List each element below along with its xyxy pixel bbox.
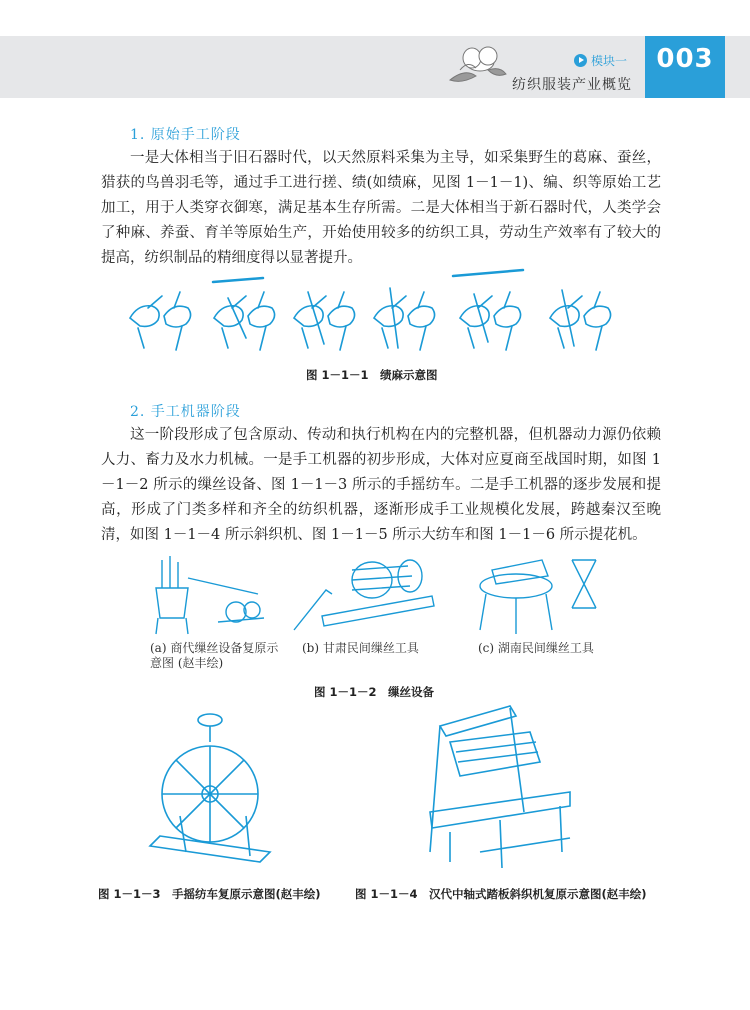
page-number-box <box>645 36 725 98</box>
fig-1-1-3-caption: 图 1－1－3 手摇纺车复原示意图(赵丰绘) <box>98 887 321 901</box>
header-band <box>0 36 750 98</box>
fig-1-1-2a-illustration <box>148 548 268 636</box>
section-paragraph-1: 一是大体相当于旧石器时代，以天然原料采集为主导，如采集野生的葛麻、蚕丝，猎获的鸟兽羽毛等，通过手工进行搓、绩(如绩麻，见图 1－1－1)、编、织等原始工艺加工，用于人类穿衣御寒，满足基本生存所需。二是大体相当于新石器时代，人类学会了种麻、养蚕、育羊等原始生产，开始使用较多的纺织工具，劳动生产效率有了较大的提高，纺织制品的精细度得以显著提升。 <box>101 150 661 266</box>
fig-1-1-3-illustration <box>150 706 280 868</box>
fig-1-1-4-caption: 图 1－1－4 汉代中轴式踏板斜织机复原示意图(赵丰绘) <box>355 887 647 901</box>
fig-1-1-2c-subcaption: (c) 湖南民间缫丝工具 <box>478 641 594 655</box>
fig-1-1-2a-subcaption: (a) 商代缫丝设备复原示意图 (赵丰绘) <box>150 641 279 670</box>
page-number: 003 <box>656 44 714 74</box>
fig-1-1-2c-illustration <box>472 550 612 636</box>
fig-1-1-1-illustration <box>128 268 628 360</box>
fig-1-1-2b-subcaption: (b) 甘肃民间缫丝工具 <box>302 641 419 655</box>
fig-1-1-1-caption: 图 1－1－1 绩麻示意图 <box>306 368 438 382</box>
section-heading-1: 1. 原始手工阶段 <box>130 127 241 143</box>
play-icon <box>574 54 587 67</box>
flower-icon <box>440 40 510 96</box>
fig-1-1-4-illustration <box>420 702 576 872</box>
running-section-title: 纺织服装产业概览 <box>512 77 632 93</box>
fig-1-1-2b-illustration <box>292 556 442 636</box>
module-label: 模块一 <box>574 52 627 69</box>
fig-1-1-2-caption: 图 1－1－2 缫丝设备 <box>314 685 435 699</box>
section-heading-2: 2. 手工机器阶段 <box>130 404 241 420</box>
section-paragraph-2: 这一阶段形成了包含原动、传动和执行机构在内的完整机器，但机器动力源仍依赖人力、畜力及水力机械。一是手工机器的初步形成，大体对应夏商至战国时期，如图 1－1－2 所示的缫丝设备、图 1－1－3 所示的手摇纺车。二是手工机器的逐步发展和提高，形成了门类多样和齐全的纺织机器，逐渐形成手工业规模化发展，跨越秦汉至晚清，如图 1－1－4 所示斜织机、图 1－1－5 所示大纺车和图 1－1－6 所示提花机。 <box>101 427 661 543</box>
